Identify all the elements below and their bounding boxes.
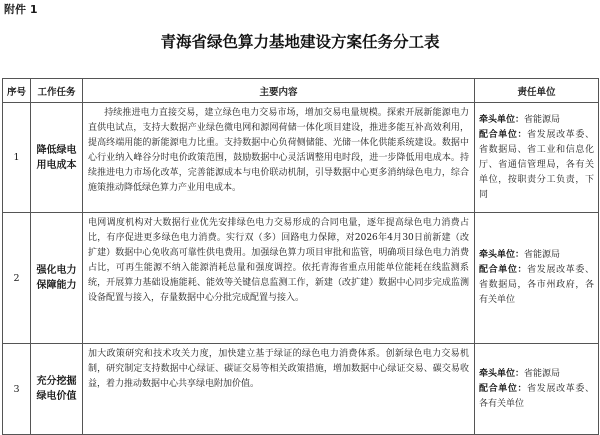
task-table bbox=[2, 78, 599, 435]
coop-label: 配合单位： bbox=[479, 265, 528, 275]
header-task: 工作任务 bbox=[31, 79, 83, 103]
table-row bbox=[3, 103, 599, 213]
coop-label: 配合单位： bbox=[479, 129, 528, 140]
row-task: 强化电力保障能力 bbox=[31, 213, 83, 344]
lead-unit: 省能源局 bbox=[524, 250, 561, 260]
table-row bbox=[3, 344, 599, 435]
row-content: 加大政策研究和技术攻关力度，加快建立基于绿证的绿色电力消费体系。创新绿色电力交易机制，研究制定支持数据中心绿证、碳证交易等相关政策措施，增加数据中心绿证交易、碳交易收益，着力推动数据中心共享绿电附加价值。 bbox=[83, 344, 475, 435]
coop-unit: 省发展改革委、各有关单位 bbox=[479, 383, 594, 409]
row-seq: 2 bbox=[3, 213, 31, 344]
table-row bbox=[3, 213, 599, 344]
row-content: 持续推进电力直接交易，建立绿色电力交易市场，增加交易电量规模。探索开展新能源电力直供电试点，支持大数据产业绿色微电网和源网荷储一体化项目建设，推进多能互补高效利用，提高终端用能的新能源电力比重。支持数据中心负荷侧储能、光储一体化供能系统建设。数据中心行业纳入峰谷分时电价政策范围，鼓励数据中心灵活调整用电时段，进一步降低用电成本。持续推进电力市场化改革，完善能源成本与电价联动机制，引导数据中心更多消纳绿色电力，综合施策推动降低绿色算力产业用电成本。 bbox=[83, 103, 475, 213]
lead-label: 牵头单位： bbox=[479, 250, 525, 260]
row-unit bbox=[475, 213, 599, 344]
row-content: 电网调度机构对大数据行业优先安排绿色电力交易形成的合同电量，逐年提高绿色电力消费占比，有序促进更多绿色电力消费。实行双（多）回路电力保障，对2026年4月30日前新建（改扩建）数据中心免收高可靠性供电费用。加强绿色算力项目审批和监管，明确项目绿色电力消费占比，可再生能源不纳入能源消耗总量和强度调控。依托青海省重点用能单位能耗在线监测系统，开展算力基础设施能耗、能效等关键信息监测工作，新建（改扩建）数据中心同步完成监测设备配置与接入，存量数据中心分批完成配置与接入。 bbox=[83, 213, 475, 344]
row-task: 充分挖掘绿电价值 bbox=[31, 344, 83, 435]
row-unit bbox=[475, 103, 599, 213]
row-seq: 3 bbox=[3, 344, 31, 435]
lead-label: 牵头单位： bbox=[479, 114, 525, 125]
coop-label: 配合单位： bbox=[479, 383, 528, 394]
coop-unit: 省发展改革委、省数据局、省工业和信息化厅、省通信管理局，各有关单位，按职责分工负责，下同 bbox=[479, 129, 594, 200]
row-unit bbox=[475, 344, 599, 435]
header-seq: 序号 bbox=[3, 79, 31, 103]
table-header-row bbox=[3, 79, 599, 103]
lead-unit: 省能源局 bbox=[524, 368, 561, 379]
lead-unit: 省能源局 bbox=[524, 114, 561, 125]
annex-label: 附件 1 bbox=[4, 3, 38, 16]
coop-unit: 省发展改革委、省数据局，各市州政府，各有关单位 bbox=[479, 265, 594, 305]
lead-label: 牵头单位： bbox=[479, 368, 525, 379]
document-title: 青海省绿色算力基地建设方案任务分工表 bbox=[160, 33, 440, 51]
header-content: 主要内容 bbox=[83, 79, 475, 103]
row-seq: 1 bbox=[3, 103, 31, 213]
row-task: 降低绿电用电成本 bbox=[31, 103, 83, 213]
header-unit: 责任单位 bbox=[475, 79, 599, 103]
